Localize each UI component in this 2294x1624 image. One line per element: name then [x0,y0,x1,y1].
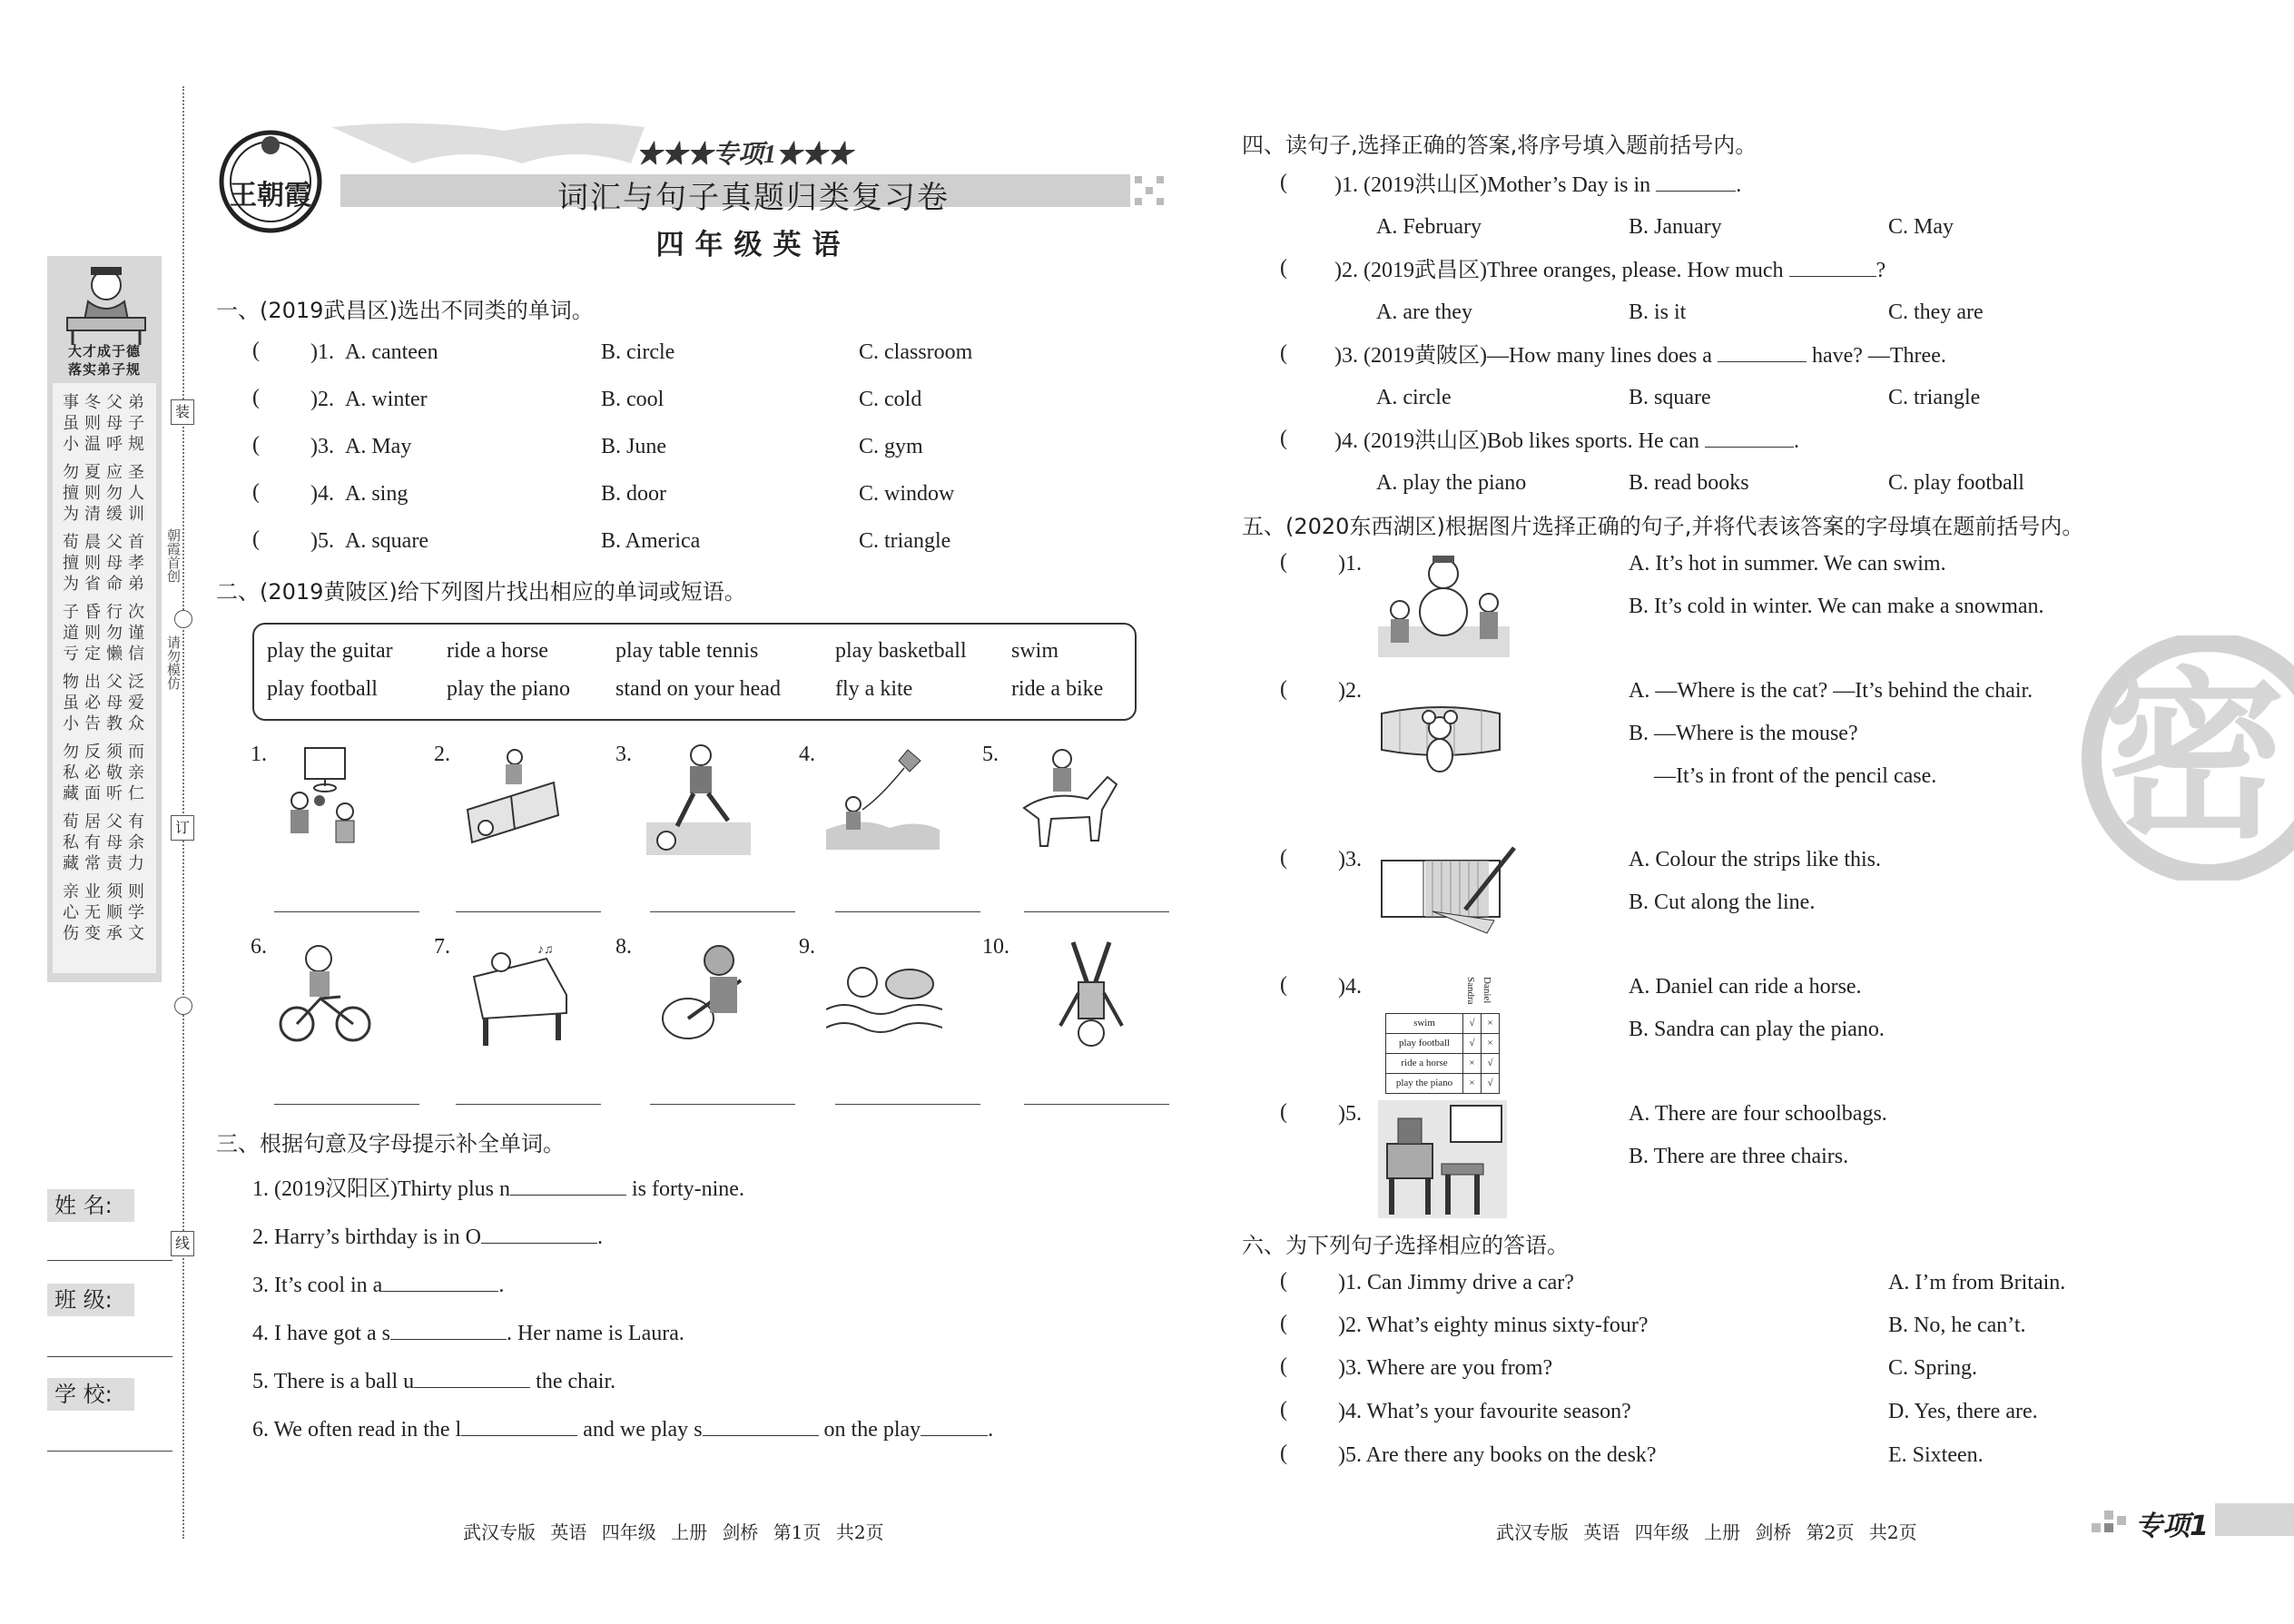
poem-line: 藏面听仁 [63,784,150,803]
question-text: )3. Where are you from? [1338,1356,1553,1380]
question-number: )3. [310,435,334,458]
question-text: )5. Are there any books on the desk? [1338,1443,1657,1467]
option-b: B. Sandra can play the piano. [1629,1018,1885,1041]
table-cell-activity: play football [1386,1034,1463,1053]
option-a: A. are they [1376,300,1472,324]
poem-line: 亲业须则 [63,882,150,901]
option-a: A. canteen [345,340,438,364]
answer-line-5[interactable] [1024,911,1169,912]
question-stem [1334,256,1885,284]
option-a: A. circle [1376,386,1452,409]
table-cell-daniel: × [1487,1018,1493,1029]
poem-line: 私必敬亲 [63,763,150,782]
part1-heading: 一、(2019武昌区)选出不同类的单词。 [216,298,594,323]
picture-guitar [641,939,754,1052]
poem-line: 勿夏应圣 [63,463,150,482]
answer-choice: E. Sixteen. [1888,1443,1984,1467]
table-cell-activity: ride a horse [1386,1054,1463,1073]
poem-line: 亏定懒信 [63,645,150,664]
answer-paren[interactable]: ( [252,433,260,457]
question-number: )5. [310,529,334,553]
poem-line: 小告教众 [63,714,150,733]
question-number: )5. [1338,1102,1362,1126]
answer-line-10[interactable] [1024,1104,1169,1105]
word-choice: fly a kite [835,677,913,701]
poem-line: 虽必母爱 [63,694,150,713]
picture-number: 6. [251,935,267,959]
fill-blank[interactable] [1718,341,1807,362]
seal-mark-1: 装 [171,399,194,425]
circle-mark-2 [174,997,192,1015]
option-b: B. —Where is the mouse? [1629,722,1858,745]
vertical-note-2: 请勿模仿 [165,635,182,690]
page-title: 词汇与句子真题归类复习卷 [557,180,950,216]
answer-paren[interactable]: ( [1280,1398,1287,1422]
table-cell-sandra: √ [1463,1014,1482,1033]
picture-horse [1015,744,1122,861]
table-cell-daniel: × [1487,1038,1493,1048]
school-field[interactable] [47,1451,172,1452]
fill-blank[interactable] [461,1415,577,1436]
option-b: B. There are three chairs. [1629,1145,1849,1168]
picture-colour-strips [1378,842,1523,942]
picture-number: 1. [251,743,267,766]
poem-line: 物出父泛 [63,673,150,692]
picture-number: 7. [434,935,450,959]
svg-text:♪♫: ♪♫ [537,943,554,957]
table-row [1386,1074,1499,1093]
option-c: C. triangle [859,529,951,553]
picture-basketball [272,744,372,853]
fill-blank[interactable] [414,1367,530,1388]
fill-blank[interactable] [703,1415,819,1436]
option-c: C. gym [859,435,923,458]
stem-text: . [1793,429,1799,453]
answer-line-3[interactable] [650,911,795,912]
badge-line: ★★★专项1★★★ [635,141,852,169]
option-b: B. cool [601,388,665,411]
fill-blank[interactable] [921,1415,988,1436]
word-choice: stand on your head [615,677,781,701]
poem-line: 子昏行次 [63,603,150,622]
ability-table [1383,977,1501,1093]
motto-line-1: 大才成于德 [67,343,141,359]
stem-text: )3. (2019黄陂区)—How many lines does a [1334,344,1718,368]
part6-heading: 六、为下列句子选择相应的答语。 [1242,1233,1569,1258]
option-c: C. May [1888,215,1954,239]
option-b: B. America [601,529,701,553]
poem-line: 荀居父有 [63,812,150,832]
table-row [1386,1054,1499,1074]
question-text: )2. What’s eighty minus sixty-four? [1338,1314,1649,1337]
answer-paren[interactable]: ( [252,386,260,409]
poem-line: 为清缓训 [63,505,150,524]
table-cell-daniel: √ [1487,1078,1493,1088]
class-field[interactable] [47,1356,172,1357]
option-b: B. door [601,482,666,506]
part5-heading: 五、(2020东西湖区)根据图片选择正确的句子,并将代表该答案的字母填在题前括号内。 [1242,514,2084,539]
question-number: )1. [1338,552,1362,576]
question-number: )1. [310,340,334,364]
option-a: A. Colour the strips like this. [1629,848,1881,871]
poem-line: 伤变承文 [63,924,150,943]
picture-table-tennis [458,746,563,846]
question-number: )2. [1338,679,1362,703]
question-number: )2. [310,388,334,411]
answer-paren[interactable]: ( [1280,341,1287,365]
answer-paren[interactable]: ( [1280,550,1287,574]
option-a: A. There are four schoolbags. [1629,1102,1887,1126]
table-row [1386,1034,1499,1054]
fill-blank[interactable] [510,1175,626,1196]
poem-line: 藏常责力 [63,854,150,873]
part3-sentence-6: 6. We often read in the l and we play s on the play . [252,1415,993,1443]
footer-right: 武汉专版 英语 四年级 上册 剑桥 第2页 共2页 [1496,1521,1917,1543]
part3-heading: 三、根据句意及字母提示补全单词。 [216,1131,565,1156]
picture-football [646,743,751,857]
answer-choice: C. Spring. [1888,1356,1978,1380]
dizigui-poem [56,392,156,951]
poem-line: 荀晨父首 [63,533,150,552]
picture-kite [826,743,940,850]
poem-line: 虽则母子 [63,414,150,433]
question-number: )3. [1338,848,1362,871]
name-label: 姓 名: [47,1189,134,1222]
option-c: C. they are [1888,300,1984,324]
option-c: C. triangle [1888,386,1981,409]
fill-blank[interactable] [481,1223,597,1244]
poem-line: 为省命弟 [63,575,150,594]
corner-bar [2215,1503,2294,1536]
table-cell-sandra: × [1463,1054,1482,1073]
seal-mark-2: 订 [171,815,194,841]
picture-snowman [1378,548,1510,657]
option-b: B. is it [1629,300,1687,324]
answer-paren[interactable]: ( [1280,1442,1287,1465]
word-choice: swim [1011,639,1059,663]
answer-paren[interactable]: ( [1280,171,1287,194]
part3-sentence-4: 4. I have got a s . Her name is Laura. [252,1319,684,1347]
scholar-illustration [56,261,156,349]
answer-paren[interactable]: ( [252,527,260,551]
question-text: )4. What’s your favourite season? [1338,1400,1631,1423]
option-a: A. Daniel can ride a horse. [1629,975,1862,999]
poem-line: 心无顺学 [63,903,150,922]
word-choice: play basketball [835,639,967,663]
option-b: B. January [1629,215,1722,239]
answer-line-2[interactable] [456,911,601,912]
picture-number: 3. [615,743,632,766]
option-a: A. May [345,435,412,458]
vertical-note-1: 朝霞首创 [165,528,182,583]
option-b: B. circle [601,340,675,364]
answer-line-8[interactable] [650,1104,795,1105]
motto-line-2: 落实弟子规 [67,361,141,378]
answer-paren[interactable]: ( [1280,1312,1287,1335]
word-choice: ride a bike [1011,677,1104,701]
picture-swim [826,946,942,1046]
watermark-character: 密 [2104,652,2287,863]
table-cell-sandra: √ [1463,1034,1482,1053]
poem-line: 事冬父弟 [63,393,150,412]
question-number: )4. [310,482,334,506]
picture-piano [465,940,574,1049]
table-header-sandra: Sandra [1465,977,1476,1005]
stem-text: ? [1876,259,1886,282]
option-c: C. cold [859,388,922,411]
picture-number: 9. [799,935,815,959]
fill-blank[interactable] [1656,171,1736,192]
footer-left: 武汉专版 英语 四年级 上册 剑桥 第1页 共2页 [463,1521,884,1543]
table-cell-activity: play the piano [1386,1074,1463,1093]
answer-paren[interactable]: ( [1280,1100,1287,1124]
poem-line: 擅则母孝 [63,554,150,573]
answer-choice: D. Yes, there are. [1888,1400,2038,1423]
table-header-daniel: Daniel [1482,977,1492,1004]
picture-number: 5. [982,743,999,766]
answer-line-4[interactable] [835,911,980,912]
stem-text: . [1736,173,1742,197]
option-b: B. Cut along the line. [1629,891,1816,914]
option-b: B. It’s cold in winter. We can make a snowman. [1629,595,2044,618]
picture-number: 8. [615,935,632,959]
option-a: A. It’s hot in summer. We can swim. [1629,552,1946,576]
table-cell-daniel: √ [1487,1058,1493,1068]
option-a: A. sing [345,482,409,506]
binding-dotted-line [182,86,184,1539]
picture-handstand [1055,939,1127,1055]
picture-bike [277,944,372,1048]
part3-sentence-5: 5. There is a ball u the chair. [252,1367,615,1395]
answer-line-6[interactable] [274,1104,419,1105]
stem-text: )2. (2019武昌区)Three oranges, please. How much [1334,259,1789,282]
name-field[interactable] [47,1260,172,1261]
table-cell-activity: swim [1386,1014,1463,1033]
picture-classroom [1378,1100,1507,1218]
option-b: B. read books [1629,471,1749,495]
seal-mark-3: 线 [171,1231,194,1256]
option-a: A. —Where is the cat? —It’s behind the chair. [1629,679,2033,703]
option-c: C. play football [1888,471,2024,495]
table-row [1386,1014,1499,1034]
word-choice: play table tennis [615,639,759,663]
answer-line-1[interactable] [274,911,419,912]
question-stem [1334,427,1799,455]
part2-heading: 二、(2019黄陂区)给下列图片找出相应的单词或短语。 [216,579,746,605]
circle-mark-1 [174,610,192,628]
answer-paren[interactable]: ( [252,480,260,504]
poem-line: 私有母余 [63,833,150,852]
poem-line: 擅则勿人 [63,484,150,503]
option-c: C. classroom [859,340,973,364]
answer-paren[interactable]: ( [1280,973,1287,997]
question-text: )1. Can Jimmy drive a car? [1338,1271,1574,1294]
option-a: A. play the piano [1376,471,1527,495]
corner-label: 专项1 [2135,1511,2209,1542]
stem-text: have? —Three. [1806,344,1946,368]
answer-choice: A. I’m from Britain. [1888,1271,2066,1294]
picture-number: 10. [982,935,1009,959]
answer-paren[interactable]: ( [1280,677,1287,701]
answer-paren[interactable]: ( [1280,846,1287,870]
answer-paren[interactable]: ( [1280,1354,1287,1378]
fill-blank[interactable] [382,1271,498,1292]
option-b: B. June [601,435,666,458]
answer-paren[interactable]: ( [1280,256,1287,280]
option-b-continued: —It’s in front of the pencil case. [1654,764,1937,788]
answer-paren[interactable]: ( [252,339,260,362]
answer-choice: B. No, he can’t. [1888,1314,2026,1337]
question-stem [1334,171,1741,199]
answer-line-9[interactable] [835,1104,980,1105]
question-stem [1334,341,1946,369]
option-b: B. square [1629,386,1711,409]
part4-heading: 四、读句子,选择正确的答案,将序号填入题前括号内。 [1242,133,1757,158]
part3-sentence-3: 3. It’s cool in a . [252,1271,504,1299]
corner-pattern [2092,1511,2128,1536]
fill-blank[interactable] [1705,427,1794,448]
picture-number: 4. [799,743,815,766]
answer-paren[interactable]: ( [1280,427,1287,450]
fill-blank[interactable] [390,1319,507,1340]
question-number: )4. [1338,975,1362,999]
word-choice: play football [267,677,378,701]
poem-line: 勿反须而 [63,743,150,762]
school-label: 学 校: [47,1378,134,1411]
option-a: A. square [345,529,428,553]
picture-number: 2. [434,743,450,766]
page-subtitle: 四年级英语 [655,229,852,261]
table-cell-sandra: × [1463,1074,1482,1093]
poem-line: 道则勿谨 [63,624,150,643]
part3-sentence-2: 2. Harry’s birthday is in O . [252,1223,603,1251]
word-choice: ride a horse [447,639,548,663]
seal-logo-text: 王朝霞 [230,180,311,212]
option-a: A. winter [345,388,428,411]
part3-sentence-1: 1. (2019汉阳区)Thirty plus n is forty-nine. [252,1175,744,1203]
stem-text: )4. (2019洪山区)Bob likes sports. He can [1334,429,1705,453]
picture-mouse-pencil-case [1373,695,1509,786]
word-choice: play the piano [447,677,570,701]
stem-text: )1. (2019洪山区)Mother’s Day is in [1334,173,1657,197]
poem-line: 小温呼规 [63,435,150,454]
class-label: 班 级: [47,1284,134,1316]
fill-blank[interactable] [1789,256,1876,277]
word-choice: play the guitar [267,639,393,663]
option-c: C. window [859,482,955,506]
answer-line-7[interactable] [456,1104,601,1105]
answer-paren[interactable]: ( [1280,1269,1287,1293]
option-a: A. February [1376,215,1482,239]
